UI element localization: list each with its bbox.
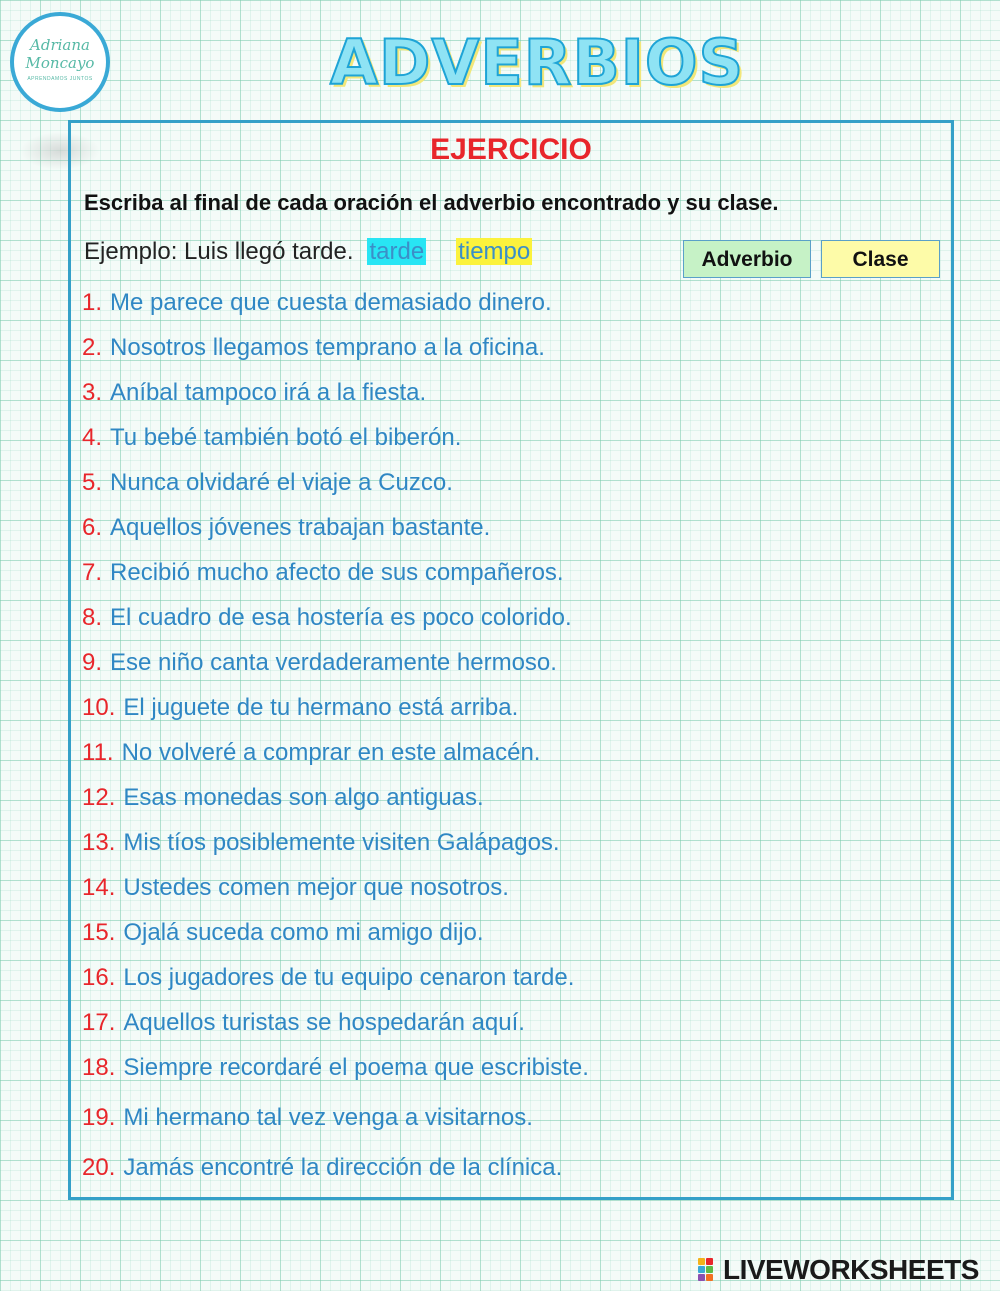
list-item: 1. Me parece que cuesta demasiado dinero. [82,289,552,316]
page-title: ADVERBIOS [330,26,745,99]
logo-tagline: APRENDAMOS JUNTOS [27,76,93,82]
liveworksheets-footer[interactable] [698,1254,979,1286]
list-item: 8. El cuadro de esa hostería es poco colorido. [82,604,572,631]
liveworksheets-logo-icon [698,1258,720,1282]
list-item: 4. Tu bebé también botó el biberón. [82,424,462,451]
list-item: 9. Ese niño canta verdaderamente hermoso. [82,649,557,676]
list-item: 3. Aníbal tampoco irá a la fiesta. [82,379,427,406]
list-item: 11. No volveré a comprar en este almacén. [82,739,541,766]
author-logo [10,12,110,112]
list-item: 19. Mi hermano tal vez venga a visitarnos. [82,1104,533,1131]
list-item: 10. El juguete de tu hermano está arriba. [82,694,519,721]
example-line [84,238,532,266]
adverbio-header-box: Adverbio [683,240,811,278]
list-item: 17. Aquellos turistas se hospedarán aquí. [82,1009,525,1036]
list-item: 18. Siempre recordaré el poema que escribiste. [82,1054,589,1081]
instruction-text: Escriba al final de cada oración el adverbio encontrado y su clase. [84,190,779,215]
logo-name-first: Adriana [30,36,90,54]
exercise-title: EJERCICIO [430,133,592,166]
list-item: 15. Ojalá suceda como mi amigo dijo. [82,919,484,946]
list-item: 20. Jamás encontré la dirección de la clínica. [82,1154,563,1181]
list-item: 6. Aquellos jóvenes trabajan bastante. [82,514,491,541]
example-sentence: Ejemplo: Luis llegó tarde. [84,238,354,265]
list-item: 16. Los jugadores de tu equipo cenaron tarde. [82,964,575,991]
list-item: 12. Esas monedas son algo antiguas. [82,784,484,811]
list-item: 13. Mis tíos posiblemente visiten Galápagos. [82,829,560,856]
logo-name-last: Moncayo [25,54,95,72]
list-item: 7. Recibió mucho afecto de sus compañeros. [82,559,564,586]
list-item: 2. Nosotros llegamos temprano a la oficina. [82,334,545,361]
list-item: 14. Ustedes comen mejor que nosotros. [82,874,509,901]
clase-header-box: Clase [821,240,940,278]
list-item: 5. Nunca olvidaré el viaje a Cuzco. [82,469,453,496]
example-adverb: tarde [369,238,425,265]
footer-brand: LIVEWORKSHEETS [723,1254,979,1285]
example-class: tiempo [458,238,531,265]
